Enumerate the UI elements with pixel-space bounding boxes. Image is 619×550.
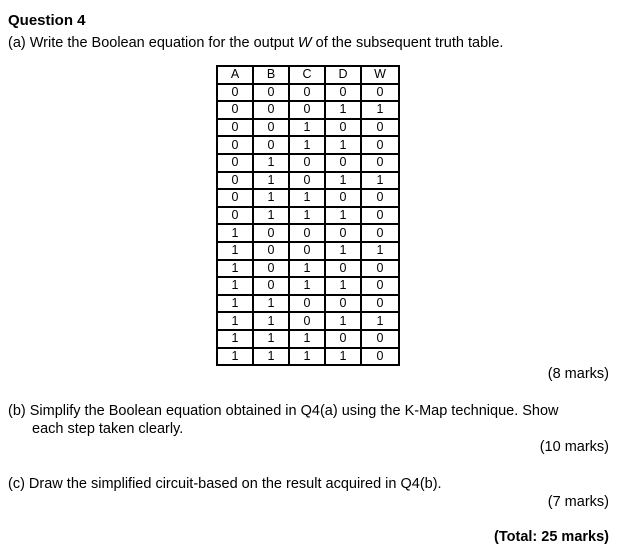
table-row xyxy=(218,261,398,279)
table-row xyxy=(218,313,398,331)
table-cell: 1 xyxy=(254,208,290,226)
table-cell: 1 xyxy=(218,349,254,365)
table-row xyxy=(218,278,398,296)
table-cell: 1 xyxy=(362,313,398,331)
table-row xyxy=(218,137,398,155)
table-cell: 1 xyxy=(326,243,362,261)
table-cell: 1 xyxy=(290,137,326,155)
part-a-prefix: (a) Write the Boolean equation for the output xyxy=(8,35,298,51)
table-cell: 1 xyxy=(218,243,254,261)
header-b: B xyxy=(254,67,290,85)
table-cell: 0 xyxy=(218,208,254,226)
table-cell: 0 xyxy=(362,225,398,243)
table-cell: 1 xyxy=(254,155,290,173)
table-cell: 1 xyxy=(254,349,290,365)
table-cell: 1 xyxy=(362,102,398,120)
table-cell: 1 xyxy=(290,190,326,208)
table-cell: 1 xyxy=(254,173,290,191)
table-cell: 1 xyxy=(254,313,290,331)
header-w: W xyxy=(362,67,398,85)
part-b-marks: (10 marks) xyxy=(539,439,609,455)
table-row xyxy=(218,243,398,261)
table-cell: 0 xyxy=(254,225,290,243)
truth-table-body xyxy=(218,85,398,365)
table-row xyxy=(218,296,398,314)
table-cell: 1 xyxy=(218,331,254,349)
table-cell: 0 xyxy=(290,296,326,314)
table-cell: 0 xyxy=(326,85,362,103)
truth-table xyxy=(216,65,400,366)
table-row xyxy=(218,225,398,243)
table-cell: 0 xyxy=(254,261,290,279)
table-cell: 0 xyxy=(362,85,398,103)
table-cell: 0 xyxy=(362,190,398,208)
table-cell: 0 xyxy=(218,120,254,138)
table-cell: 0 xyxy=(254,243,290,261)
table-cell: 0 xyxy=(362,331,398,349)
truth-table-header-row xyxy=(218,67,398,85)
table-cell: 0 xyxy=(254,278,290,296)
part-c-marks: (7 marks) xyxy=(547,494,609,510)
header-c: C xyxy=(290,67,326,85)
table-cell: 0 xyxy=(326,120,362,138)
table-cell: 1 xyxy=(326,102,362,120)
table-cell: 0 xyxy=(218,173,254,191)
table-cell: 1 xyxy=(326,137,362,155)
table-cell: 1 xyxy=(290,261,326,279)
part-b-text-line2: each step taken clearly. xyxy=(32,421,184,437)
part-b-text-line1: (b) Simplify the Boolean equation obtained in Q4(a) using the K-Map technique. Show xyxy=(8,403,559,419)
table-cell: 1 xyxy=(218,313,254,331)
table-cell: 0 xyxy=(218,190,254,208)
table-cell: 1 xyxy=(218,296,254,314)
table-cell: 1 xyxy=(218,261,254,279)
table-cell: 0 xyxy=(218,155,254,173)
table-cell: 1 xyxy=(290,349,326,365)
table-cell: 0 xyxy=(326,155,362,173)
table-cell: 0 xyxy=(326,261,362,279)
table-cell: 0 xyxy=(290,155,326,173)
header-a: A xyxy=(218,67,254,85)
table-cell: 1 xyxy=(218,278,254,296)
table-cell: 1 xyxy=(362,243,398,261)
table-cell: 0 xyxy=(326,225,362,243)
table-cell: 0 xyxy=(218,85,254,103)
table-cell: 0 xyxy=(254,85,290,103)
table-cell: 1 xyxy=(326,208,362,226)
table-cell: 0 xyxy=(362,296,398,314)
table-cell: 0 xyxy=(376,348,384,363)
table-cell: 1 xyxy=(362,173,398,191)
table-cell: 0 xyxy=(254,120,290,138)
table-row xyxy=(218,349,398,365)
part-a-text xyxy=(8,35,503,51)
table-cell: 1 xyxy=(290,331,326,349)
table-cell: 0 xyxy=(362,137,398,155)
question-title: Question 4 xyxy=(8,12,86,29)
table-cell: 0 xyxy=(254,102,290,120)
table-cell: 0 xyxy=(362,120,398,138)
table-cell: 1 xyxy=(218,225,254,243)
table-cell: 1 xyxy=(290,120,326,138)
table-row xyxy=(218,208,398,226)
table-row xyxy=(218,155,398,173)
table-cell: 0 xyxy=(290,102,326,120)
table-cell: 1 xyxy=(290,278,326,296)
table-cell: 0 xyxy=(362,208,398,226)
table-row xyxy=(218,331,398,349)
table-cell: 0 xyxy=(362,278,398,296)
table-cell: 0 xyxy=(326,296,362,314)
table-cell: 0 xyxy=(290,173,326,191)
table-cell: 1 xyxy=(254,296,290,314)
table-cell: 0 xyxy=(254,137,290,155)
table-row xyxy=(218,190,398,208)
table-row xyxy=(218,173,398,191)
table-cell: 0 xyxy=(218,137,254,155)
table-cell: 0 xyxy=(218,102,254,120)
table-cell: 0 xyxy=(290,225,326,243)
table-cell: 1 xyxy=(290,208,326,226)
table-cell: 0 xyxy=(290,85,326,103)
header-d: D xyxy=(326,67,362,85)
table-cell: 1 xyxy=(326,278,362,296)
table-cell: 0 xyxy=(362,155,398,173)
part-c-text: (c) Draw the simplified circuit-based on the result acquired in Q4(b). xyxy=(8,476,442,492)
table-cell: 0 xyxy=(290,243,326,261)
table-cell: 1 xyxy=(254,331,290,349)
table-cell: 0 xyxy=(326,190,362,208)
part-a-marks: (8 marks) xyxy=(547,366,609,382)
part-a-suffix: of the subsequent truth table. xyxy=(311,35,504,51)
table-cell: 1 xyxy=(326,313,362,331)
output-variable: W xyxy=(297,35,312,51)
table-row xyxy=(218,120,398,138)
table-cell: 0 xyxy=(290,313,326,331)
table-cell: 0 xyxy=(326,331,362,349)
table-cell: 0 xyxy=(362,261,398,279)
table-cell: 1 xyxy=(326,173,362,191)
table-row xyxy=(218,102,398,120)
total-marks: (Total: 25 marks) xyxy=(494,529,609,545)
table-cell: 1 xyxy=(326,349,362,365)
table-row xyxy=(218,85,398,103)
table-cell: 1 xyxy=(254,190,290,208)
